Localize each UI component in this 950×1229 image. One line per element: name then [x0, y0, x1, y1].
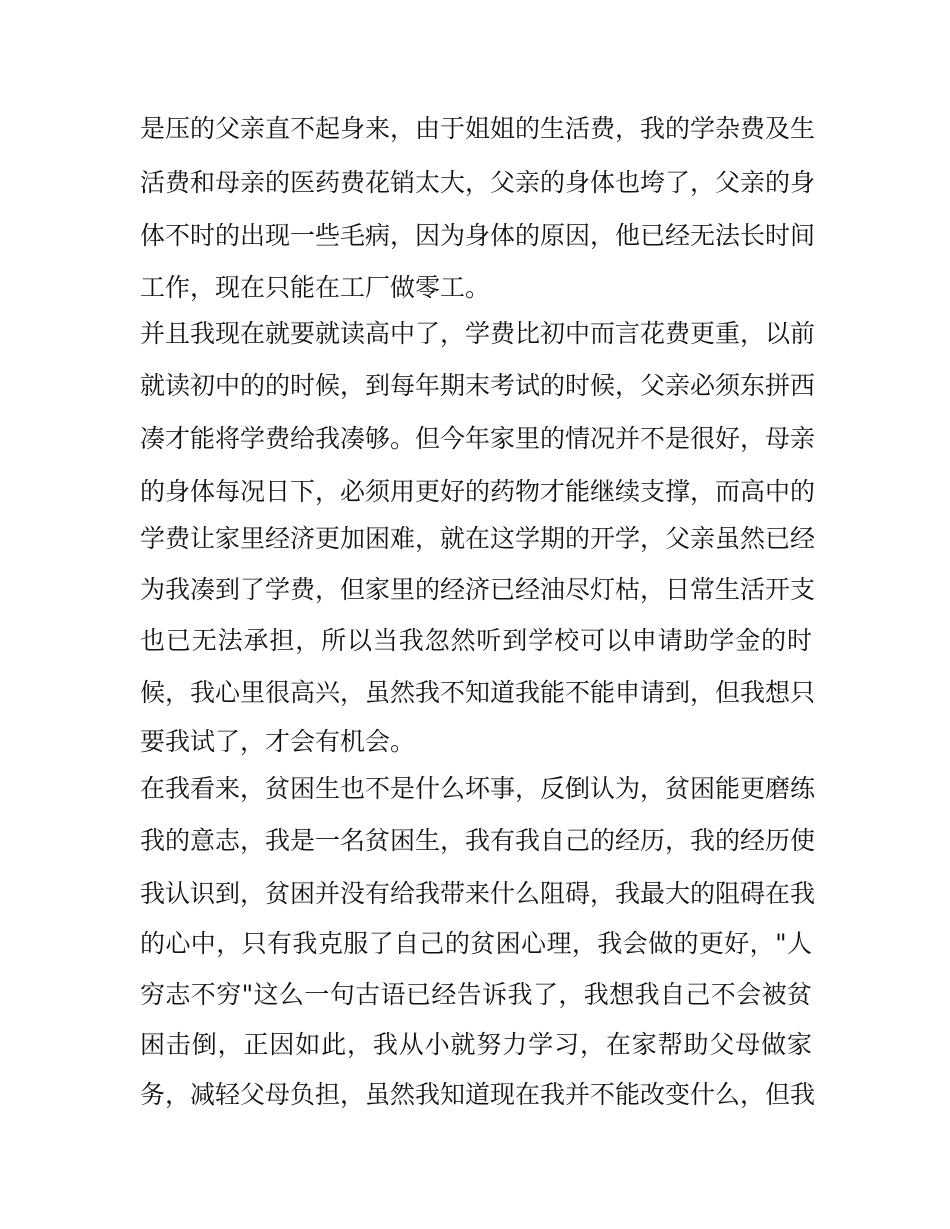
text-line: 为我凑到了学费，但家里的经济已经油尽灯枯，日常生活开支	[140, 575, 816, 604]
text-line: 凑才能将学费给我凑够。但今年家里的情况并不是很好，母亲	[140, 424, 816, 453]
text-line: 活费和母亲的医药费花销太大，父亲的身体也垮了，父亲的身	[140, 168, 816, 197]
text-line: 学费让家里经济更加困难，就在这学期的开学，父亲虽然已经	[140, 524, 816, 553]
text-line: 困击倒，正因如此，我从小就努力学习，在家帮助父母做家	[140, 1030, 812, 1059]
text-line: 的心中，只有我克服了自己的贫困心理，我会做的更好，"人	[140, 929, 812, 958]
text-line: 在我看来，贫困生也不是什么坏事，反倒认为，贫困能更磨练	[140, 774, 816, 803]
text-line: 并且我现在就要就读高中了，学费比初中而言花费更重，以前	[140, 319, 816, 348]
text-line: 的身体每况日下，必须用更好的药物才能继续支撑，而高中的	[140, 477, 816, 506]
text-line: 务，减轻父母负担，虽然我知道现在我并不能改变什么，但我	[140, 1080, 816, 1109]
text-line: 我认识到，贫困并没有给我带来什么阻碍，我最大的阻碍在我	[140, 879, 816, 908]
text-line: 也已无法承担，所以当我忽然听到学校可以申请助学金的时	[140, 626, 812, 655]
text-line: 工作，现在只能在工厂做零工。	[140, 273, 491, 302]
text-line: 穷志不穷"这么一句古语已经告诉我了，我想我自己不会被贫	[140, 980, 812, 1009]
text-line: 就读初中的的时候，到每年期末考试的时候，父亲必须东拼西	[140, 371, 816, 400]
text-line: 是压的父亲直不起身来，由于姐姐的生活费，我的学杂费及生	[140, 114, 816, 143]
text-line: 候，我心里很高兴，虽然我不知道我能不能申请到，但我想只	[140, 678, 816, 707]
text-line: 我的意志，我是一名贫困生，我有我自己的经历，我的经历使	[140, 826, 816, 855]
text-line: 体不时的出现一些毛病，因为身体的原因，他已经无法长时间	[140, 221, 816, 250]
text-line: 要我试了，才会有机会。	[140, 727, 416, 756]
